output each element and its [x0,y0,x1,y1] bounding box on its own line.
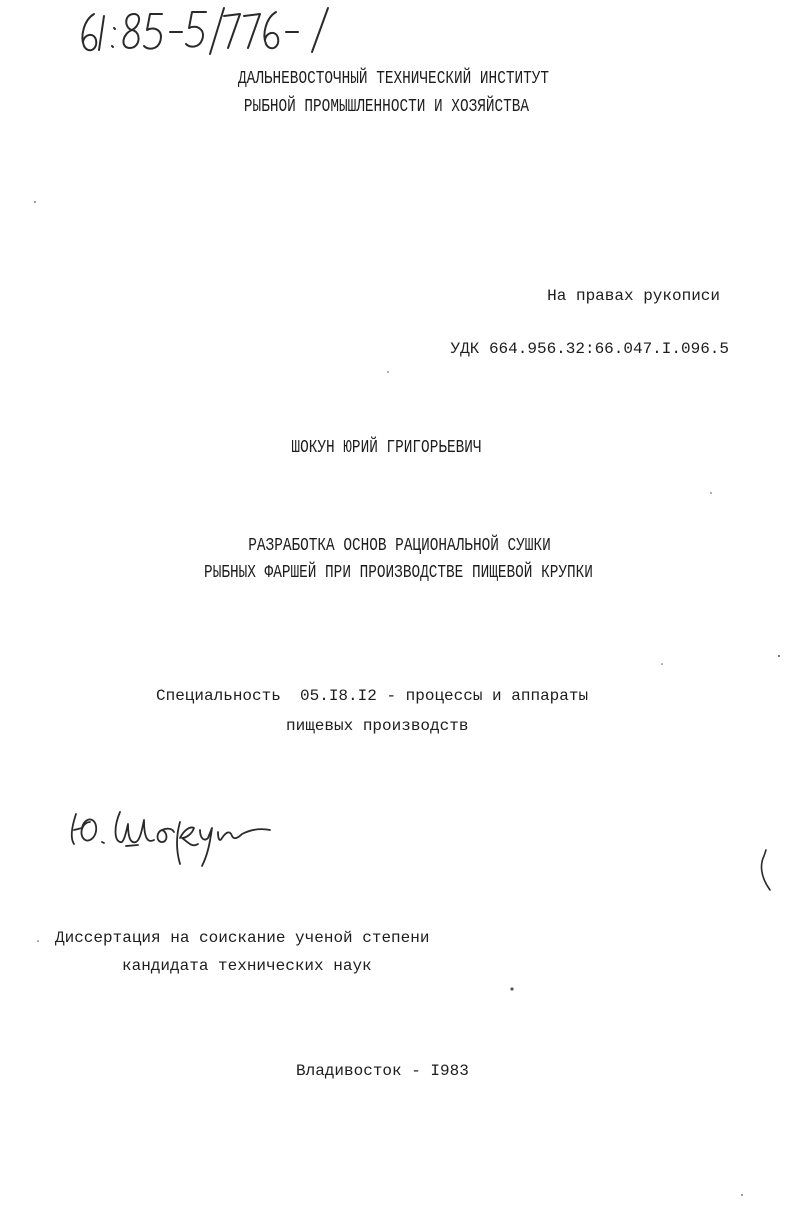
degree-line-2: кандидата технических наук [122,957,372,975]
author-name: ШОКУН ЮРИЙ ГРИГОРЬЕВИЧ [291,438,482,458]
city-and-year: Владивосток - I983 [296,1062,469,1080]
manuscript-rights-notice: На правах рукописи [547,287,720,305]
udc-code: УДК 664.956.32:66.047.I.096.5 [450,340,729,358]
scan-speck [778,655,780,657]
institute-name-line-2: РЫБНОЙ ПРОМЫШЛЕННОСТИ И ХОЗЯЙСТВА [243,97,530,117]
specialty-line-2: пищевых производств [286,717,469,735]
scan-speck [661,663,663,665]
scan-speck [741,1194,743,1196]
scan-speck [37,940,39,942]
scan-speck [510,987,513,990]
scan-speck [387,371,389,373]
specialty-line-1: Специальность 05.I8.I2 - процессы и аппараты [156,687,589,705]
dissertation-title-line-1: РАЗРАБОТКА ОСНОВ РАЦИОНАЛЬНОЙ СУШКИ [248,536,551,556]
scan-speck [710,492,712,494]
institute-name-line-1: ДАЛЬНЕВОСТОЧНЫЙ ТЕХНИЧЕСКИЙ ИНСТИТУТ [237,69,550,89]
degree-line-1: Диссертация на соискание ученой степени [55,929,430,947]
dissertation-title-line-2: РЫБНЫХ ФАРШЕЙ ПРИ ПРОИЗВОДСТВЕ ПИЩЕВОЙ КРУПКИ [204,563,593,583]
scan-speck [34,201,36,203]
